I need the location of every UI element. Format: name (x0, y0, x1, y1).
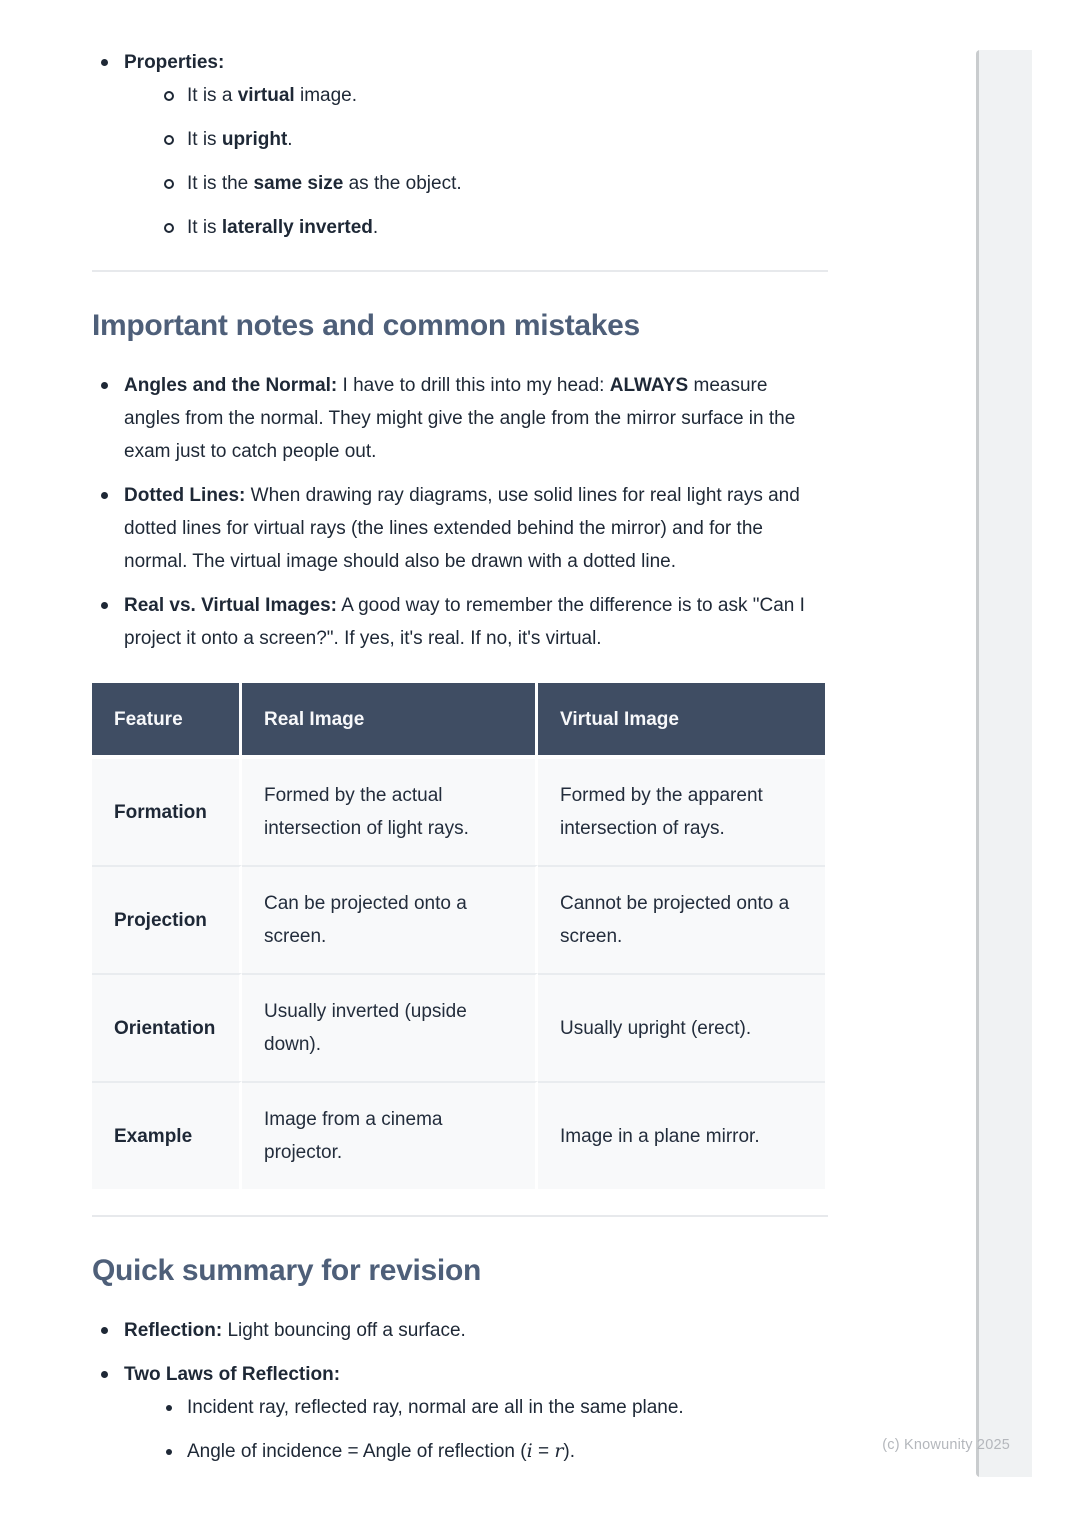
notes-list (92, 369, 828, 655)
bullet-dot-icon (101, 1327, 108, 1334)
section-heading-notes: Important notes and common mistakes (92, 309, 640, 342)
table-header-feature: Feature (92, 683, 242, 755)
section-divider (92, 270, 828, 272)
summary-list (92, 1314, 828, 1468)
bullet-dot-icon (101, 602, 108, 609)
table-cell-virtual: Cannot be projected onto a screen. (538, 865, 825, 973)
table-header-row (92, 683, 825, 755)
bullet-dot-icon (101, 382, 108, 389)
list-item-text: Real vs. Virtual Images: A good way to remember the difference is to ask "Can I project it onto a screen?". If yes, it's real. If no, it's virtual. (124, 595, 805, 649)
list-item-text: Angles and the Normal: I have to drill this into my head: ALWAYS measure angles from the normal. They might give the angle from the mirror surface in the exam just to catch people out. (124, 375, 796, 462)
watermark: (c) Knowunity 2025 (882, 1437, 1010, 1453)
list-item-text: Angle of incidence = Angle of reflection (i = r). (187, 1440, 576, 1462)
bullet-dot-icon (101, 492, 108, 499)
table-header-real-image: Real Image (242, 683, 538, 755)
list-item (92, 1358, 828, 1468)
table-cell-feature: Formation (92, 755, 242, 865)
section-divider (92, 1215, 828, 1217)
document-content (92, 0, 828, 1468)
list-item (92, 589, 828, 655)
table-row (92, 973, 825, 1081)
list-item-text: It is a virtual image. (187, 85, 358, 106)
list-item-text: Dotted Lines: When drawing ray diagrams, use solid lines for real light rays and dotted lines for virtual rays (the lines extended behind the mirror) and for the normal. The virtual image should also be drawn with a dotted line. (124, 485, 800, 572)
table-cell-virtual: Image in a plane mirror. (538, 1081, 825, 1189)
list-item-text: It is upright. (187, 129, 293, 150)
list-item-properties (92, 46, 828, 244)
list-item (124, 1435, 828, 1468)
list-item-text: It is the same size as the object. (187, 173, 462, 194)
properties-sublist (124, 79, 828, 244)
summary-sublist (124, 1391, 828, 1468)
table-cell-real: Image from a cinema projector. (242, 1081, 538, 1189)
list-item-text: Properties: (124, 52, 225, 73)
list-item (92, 369, 828, 468)
table-cell-virtual: Formed by the apparent intersection of rays. (538, 755, 825, 865)
table-cell-real: Can be projected onto a screen. (242, 865, 538, 973)
list-item (124, 123, 828, 156)
table-cell-virtual: Usually upright (erect). (538, 973, 825, 1081)
properties-list (92, 46, 828, 244)
bullet-circle-icon (164, 135, 174, 145)
list-item-text: Incident ray, reflected ray, normal are all in the same plane. (187, 1397, 684, 1418)
table-cell-real: Usually inverted (upside down). (242, 973, 538, 1081)
table-row (92, 1081, 825, 1189)
scrollbar-track[interactable] (979, 50, 1032, 1477)
bullet-circle-icon (164, 91, 174, 101)
comparison-table (92, 683, 825, 1189)
bullet-dot-icon (166, 1405, 172, 1411)
bullet-dot-icon (101, 59, 108, 66)
table-cell-feature: Example (92, 1081, 242, 1189)
list-item (124, 1391, 828, 1424)
section-heading-summary: Quick summary for revision (92, 1254, 482, 1287)
list-item-text: It is laterally inverted. (187, 217, 379, 238)
table-cell-real: Formed by the actual intersection of light rays. (242, 755, 538, 865)
list-item-text: Reflection: Light bouncing off a surface. (124, 1320, 466, 1341)
list-item (92, 479, 828, 578)
list-item (124, 79, 828, 112)
table-row (92, 755, 825, 865)
bullet-dot-icon (101, 1371, 108, 1378)
right-side-panel (976, 50, 1032, 1477)
table-cell-feature: Projection (92, 865, 242, 973)
table-cell-feature: Orientation (92, 973, 242, 1081)
table-row (92, 865, 825, 973)
table-header-virtual-image: Virtual Image (538, 683, 825, 755)
bullet-circle-icon (164, 179, 174, 189)
list-item (124, 211, 828, 244)
bullet-dot-icon (166, 1449, 172, 1455)
bullet-circle-icon (164, 223, 174, 233)
list-item (124, 167, 828, 200)
list-item (92, 1314, 828, 1347)
list-item-text: Two Laws of Reflection: (124, 1364, 341, 1385)
